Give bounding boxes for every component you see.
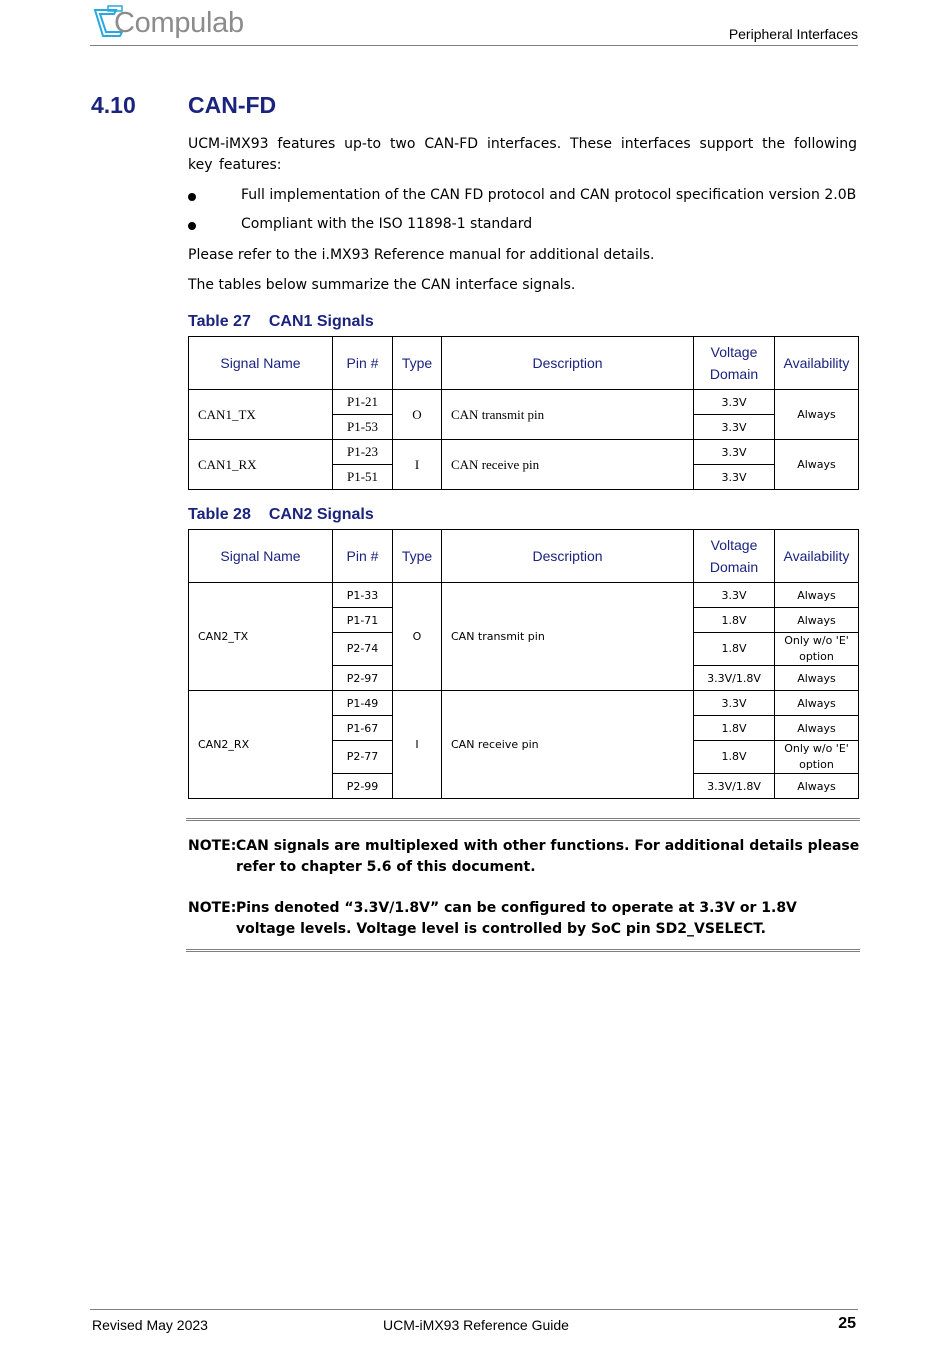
pin-cell: P2-99 <box>333 774 393 799</box>
column-header: Signal Name <box>189 530 333 583</box>
column-header: Signal Name <box>189 337 333 390</box>
notes-box <box>186 818 860 952</box>
voltage-cell: 1.8V <box>694 741 775 774</box>
note-1 <box>188 836 860 878</box>
availability-cell: Always <box>775 583 859 608</box>
column-header: Type <box>393 530 442 583</box>
availability-cell: Always <box>775 440 859 490</box>
pin-cell: P1-53 <box>333 415 393 440</box>
voltage-cell: 1.8V <box>694 633 775 666</box>
description-cell: CAN receive pin <box>442 440 694 490</box>
header-section-title: Peripheral Interfaces <box>728 26 858 42</box>
note-text: Pins denoted “3.3V/1.8V” can be configured to operate at 3.3V or 1.8V voltage levels. Voltage level is controlled by SoC pin SD2_VSELECT. <box>236 900 797 937</box>
voltage-cell: 1.8V <box>694 608 775 633</box>
pin-cell: P1-67 <box>333 716 393 741</box>
table-row <box>189 440 859 465</box>
table27-label: Table 27 <box>188 313 251 330</box>
table-row <box>189 390 859 415</box>
pin-cell: P1-33 <box>333 583 393 608</box>
pin-cell: P2-74 <box>333 633 393 666</box>
availability-cell: Always <box>775 774 859 799</box>
table27-title: CAN1 Signals <box>268 313 374 330</box>
table28-title: CAN2 Signals <box>268 506 374 523</box>
refer-paragraph: Please refer to the i.MX93 Reference manual for additional details. <box>188 247 655 263</box>
voltage-cell: 3.3V <box>694 583 775 608</box>
description-cell: CAN transmit pin <box>442 583 694 691</box>
type-cell: O <box>393 390 442 440</box>
type-cell: I <box>393 440 442 490</box>
footer-revised: Revised May 2023 <box>92 1317 208 1333</box>
table-row <box>189 691 859 716</box>
type-cell: I <box>393 691 442 799</box>
voltage-cell: 3.3V <box>694 440 775 465</box>
note-2 <box>188 898 860 940</box>
voltage-cell: 3.3V/1.8V <box>694 774 775 799</box>
column-header: Voltage Domain <box>694 337 775 390</box>
description-cell: CAN receive pin <box>442 691 694 799</box>
table28-label: Table 28 <box>188 506 251 523</box>
table27-caption <box>188 313 374 331</box>
pin-cell: P2-97 <box>333 666 393 691</box>
pin-cell: P1-21 <box>333 390 393 415</box>
type-cell: O <box>393 583 442 691</box>
pin-cell: P1-51 <box>333 465 393 490</box>
bullet-icon <box>188 193 196 201</box>
voltage-cell: 3.3V <box>694 691 775 716</box>
voltage-cell: 3.3V <box>694 390 775 415</box>
column-header: Description <box>442 337 694 390</box>
availability-cell: Always <box>775 608 859 633</box>
availability-cell: Always <box>775 716 859 741</box>
note-label: NOTE: <box>188 838 237 854</box>
table-header-row <box>189 530 859 583</box>
bullet-text: Compliant with the ISO 11898-1 standard <box>241 216 533 232</box>
pin-cell: P1-23 <box>333 440 393 465</box>
footer-doc-title: UCM-iMX93 Reference Guide <box>383 1317 569 1333</box>
column-header: Availability <box>775 337 859 390</box>
pin-cell: P1-49 <box>333 691 393 716</box>
pin-cell: P2-77 <box>333 741 393 774</box>
note-text: CAN signals are multiplexed with other functions. For additional details please refer to chapter 5.6 of this document. <box>236 838 860 875</box>
description-cell: CAN transmit pin <box>442 390 694 440</box>
can1-signals-table <box>188 336 859 490</box>
tables-paragraph: The tables below summarize the CAN interface signals. <box>188 277 576 293</box>
column-header: Pin # <box>333 530 393 583</box>
column-header: Type <box>393 337 442 390</box>
column-header: Pin # <box>333 337 393 390</box>
availability-cell: Only w/o 'E' option <box>775 633 859 666</box>
page-footer <box>90 1309 858 1349</box>
section-number: 4.10 <box>91 92 136 118</box>
bullet-icon <box>188 222 196 230</box>
section-title: CAN-FD <box>188 92 277 118</box>
availability-cell: Always <box>775 666 859 691</box>
table-row <box>189 583 859 608</box>
column-header: Description <box>442 530 694 583</box>
intro-paragraph: UCM-iMX93 features up-to two CAN-FD interfaces. These interfaces support the following key features: <box>188 136 857 173</box>
signal-name-cell: CAN2_RX <box>189 691 333 799</box>
note-label: NOTE: <box>188 900 237 916</box>
column-header: Voltage Domain <box>694 530 775 583</box>
page-number: 25 <box>838 1315 856 1332</box>
signal-name-cell: CAN1_RX <box>189 440 333 490</box>
logo-text: Compulab <box>114 7 244 39</box>
pin-cell: P1-71 <box>333 608 393 633</box>
voltage-cell: 3.3V <box>694 465 775 490</box>
voltage-cell: 1.8V <box>694 716 775 741</box>
page-header <box>90 0 858 46</box>
signal-name-cell: CAN2_TX <box>189 583 333 691</box>
table-header-row <box>189 337 859 390</box>
voltage-cell: 3.3V/1.8V <box>694 666 775 691</box>
signal-name-cell: CAN1_TX <box>189 390 333 440</box>
availability-cell: Always <box>775 691 859 716</box>
voltage-cell: 3.3V <box>694 415 775 440</box>
table28-caption <box>188 506 374 524</box>
availability-cell: Always <box>775 390 859 440</box>
availability-cell: Only w/o 'E' option <box>775 741 859 774</box>
can2-signals-table <box>188 529 859 799</box>
column-header: Availability <box>775 530 859 583</box>
bullet-text: Full implementation of the CAN FD protocol and CAN protocol specification version 2.0B <box>241 187 857 203</box>
